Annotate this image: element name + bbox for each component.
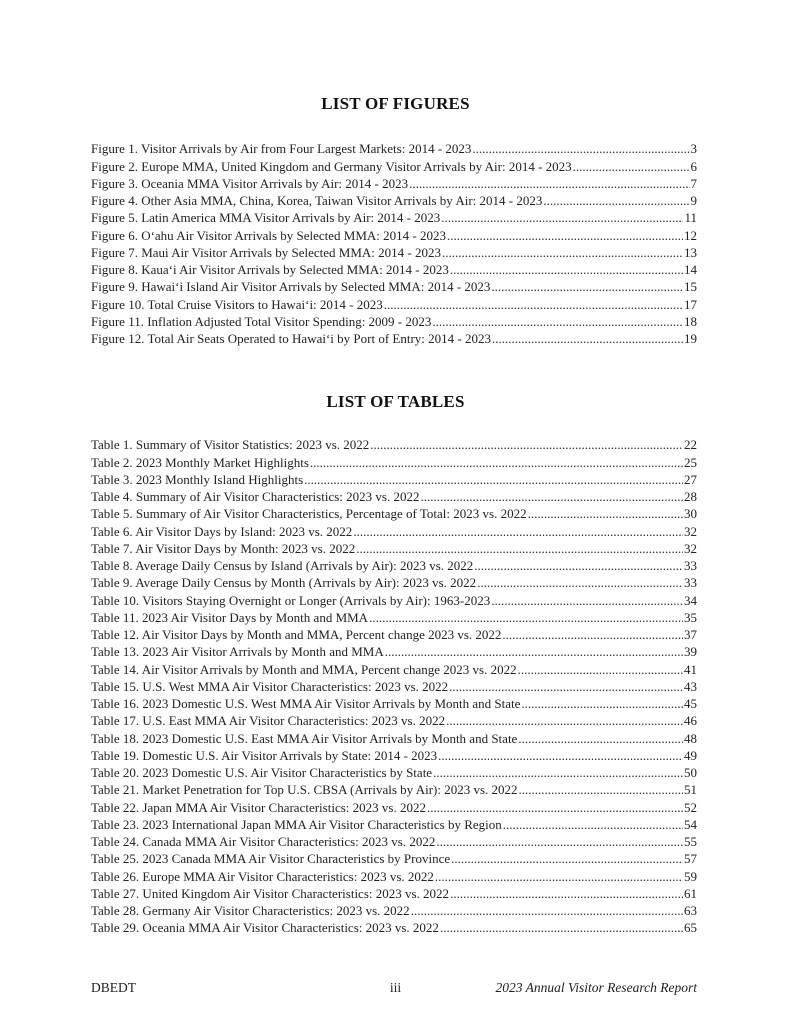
figure-entry[interactable] [91,330,697,347]
table-entry[interactable] [91,867,697,884]
table-entry-page: 45 [684,696,697,711]
table-entry-page: 48 [684,730,697,746]
dot-leader [521,695,683,712]
table-entry-page: 30 [684,506,697,522]
table-entry-page: 33 [684,575,697,591]
figure-entry-title: Figure 12. Total Air Seats Operated to Hawai‘i by Port of Entry: 2014 - 2023 [91,331,491,346]
table-entry[interactable] [91,471,697,488]
table-entry-page: 65 [684,920,697,936]
table-entry-page: 49 [684,747,697,763]
figure-entry[interactable] [91,157,697,174]
dot-leader [472,140,689,157]
dot-leader [411,902,683,919]
table-entry-title: Table 26. Europe MMA Air Visitor Characteristics: 2023 vs. 2022 [91,868,434,884]
table-entry-title: Table 6. Air Visitor Days by Island: 2023 vs. 2022 [91,523,353,539]
dot-leader [492,330,683,347]
dot-leader [451,850,683,867]
figure-entry[interactable] [91,278,697,295]
dot-leader [409,175,689,192]
figure-entry[interactable] [91,295,697,312]
dot-leader [436,833,683,850]
table-entry[interactable] [91,522,697,539]
table-entry[interactable] [91,712,697,729]
table-entry[interactable] [91,505,697,522]
table-entry-title: Table 29. Oceania MMA Air Visitor Characteristics: 2023 vs. 2022 [91,920,439,936]
table-entry-title: Table 14. Air Visitor Arrivals by Month and MMA, Percent change 2023 vs. 2022 [91,661,517,677]
table-entry[interactable] [91,902,697,919]
dot-leader [433,764,683,781]
table-entry-page: 33 [684,558,697,573]
table-entry[interactable] [91,764,697,781]
table-entry-title: Table 12. Air Visitor Days by Month and MMA, Percent change 2023 vs. 2022 [91,627,502,642]
dot-leader [356,540,683,557]
table-entry-page: 59 [684,868,697,884]
table-entry-title: Table 25. 2023 Canada MMA Air Visitor Characteristics by Province [91,851,451,867]
table-entry-page: 27 [684,471,697,487]
table-entry[interactable] [91,678,697,695]
table-entry-title: Table 13. 2023 Air Visitor Arrivals by Month and MMA [91,644,384,660]
table-entry[interactable] [91,591,697,608]
table-entry-title: Table 23. 2023 International Japan MMA Air Visitor Characteristics by Region [91,816,502,832]
figure-entry-title: Figure 9. Hawai‘i Island Air Visitor Arrivals by Selected MMA: 2014 - 2023 [91,279,491,295]
figure-entry-title: Figure 8. Kaua‘i Air Visitor Arrivals by Selected MMA: 2014 - 2023 [91,262,449,277]
table-entry-title: Table 7. Air Visitor Days by Month: 2023 vs. 2022 [91,540,356,556]
dot-leader [503,816,683,833]
figure-entry-page: 13 [684,244,697,260]
figure-entry-title: Figure 1. Visitor Arrivals by Air from Four Largest Markets: 2014 - 2023 [91,141,472,157]
table-entry-title: Table 2. 2023 Monthly Market Highlights [91,454,309,470]
dot-leader [518,661,683,678]
table-entry-page: 57 [684,851,697,867]
figure-entry[interactable] [91,313,697,330]
footer-report-title: 2023 Annual Visitor Research Report [495,980,697,995]
table-entry-title: Table 11. 2023 Air Visitor Days by Month and MMA [91,609,369,625]
table-entry[interactable] [91,609,697,626]
tables-list [91,436,697,936]
table-entry[interactable] [91,695,697,712]
table-entry-page: 34 [684,592,697,608]
table-entry-title: Table 9. Average Daily Census by Month (Arrivals by Air): 2023 vs. 2022 [91,575,477,591]
table-entry[interactable] [91,540,697,557]
tables-heading: LIST OF TABLES [326,392,465,411]
table-entry[interactable] [91,453,697,470]
dot-leader [420,488,683,505]
figure-entry-title: Figure 4. Other Asia MMA, China, Korea, Taiwan Visitor Arrivals by Air: 2014 - 2023 [91,193,543,208]
table-entry[interactable] [91,729,697,746]
table-entry[interactable] [91,557,697,574]
table-entry[interactable] [91,643,697,660]
dot-leader [438,747,683,764]
dot-leader [353,523,683,540]
figure-entry-page: 12 [684,227,697,243]
table-entry[interactable] [91,747,697,764]
dot-leader [384,296,683,313]
table-entry-page: 32 [684,540,697,556]
table-entry-page: 25 [684,454,697,470]
table-entry-page: 54 [684,816,697,832]
table-entry[interactable] [91,798,697,815]
table-entry-page: 46 [684,713,697,729]
figure-entry-title: Figure 2. Europe MMA, United Kingdom and Germany Visitor Arrivals by Air: 2014 - 2023 [91,158,572,174]
dot-leader [491,592,683,609]
figure-entry-title: Figure 6. O‘ahu Air Visitor Arrivals by Selected MMA: 2014 - 2023 [91,227,446,243]
dot-leader [370,436,683,453]
table-entry-page: 28 [684,489,697,504]
dot-leader [441,209,683,226]
figure-entry[interactable] [91,226,697,243]
table-entry-page: 32 [684,523,697,539]
table-entry-title: Table 18. 2023 Domestic U.S. East MMA Air Visitor Arrivals by Month and State [91,730,518,746]
table-entry-page: 51 [684,782,697,798]
table-entry-page: 50 [684,765,697,780]
table-entry-title: Table 8. Average Daily Census by Island (Arrivals by Air): 2023 vs. 2022 [91,558,474,573]
figure-entry-page: 3 [690,141,697,157]
figure-entry-page: 17 [684,296,697,312]
figure-entry[interactable] [91,175,697,192]
table-entry-page: 22 [684,437,697,453]
table-entry[interactable] [91,488,697,505]
table-entry[interactable] [91,833,697,850]
table-entry[interactable] [91,885,697,902]
table-entry-page: 61 [684,885,697,901]
figure-entry-title: Figure 11. Inflation Adjusted Total Visitor Spending: 2009 - 2023 [91,313,432,329]
figure-entry-page: 7 [690,175,697,191]
table-entry[interactable] [91,919,697,936]
dot-leader [385,643,683,660]
table-entry-page: 37 [684,627,697,642]
dot-leader [477,574,683,591]
figure-entry-title: Figure 5. Latin America MMA Visitor Arrivals by Air: 2014 - 2023 [91,210,441,226]
table-entry[interactable] [91,626,697,643]
table-entry-title: Table 22. Japan MMA Air Visitor Characteristics: 2023 vs. 2022 [91,799,426,815]
table-entry-title: Table 17. U.S. East MMA Air Visitor Characteristics: 2023 vs. 2022 [91,713,446,729]
dot-leader [440,919,683,936]
figure-entry-page: 6 [690,158,697,174]
figure-entry[interactable] [91,244,697,261]
dot-leader [310,454,683,471]
table-entry-page: 63 [684,903,697,918]
figure-entry-title: Figure 7. Maui Air Visitor Arrivals by Selected MMA: 2014 - 2023 [91,244,441,260]
table-entry-page: 35 [684,609,697,625]
figure-entry[interactable] [91,140,697,157]
dot-leader [519,781,683,798]
table-entry-title: Table 24. Canada MMA Air Visitor Characteristics: 2023 vs. 2022 [91,834,436,849]
table-entry-title: Table 28. Germany Air Visitor Characteristics: 2023 vs. 2022 [91,903,410,918]
table-entry-title: Table 21. Market Penetration for Top U.S. CBSA (Arrivals by Air): 2023 vs. 2022 [91,782,518,798]
dot-leader [528,505,683,522]
table-entry-title: Table 19. Domestic U.S. Air Visitor Arrivals by State: 2014 - 2023 [91,747,438,763]
table-entry-title: Table 5. Summary of Air Visitor Characteristics, Percentage of Total: 2023 vs. 2022 [91,506,527,522]
figure-entry-page: 14 [684,262,697,277]
dot-leader [446,712,683,729]
figure-entry-title: Figure 3. Oceania MMA Visitor Arrivals by Air: 2014 - 2023 [91,175,409,191]
table-entry[interactable] [91,574,697,591]
table-entry-title: Table 10. Visitors Staying Overnight or Longer (Arrivals by Air): 1963-2023 [91,592,491,608]
dot-leader [427,799,683,816]
table-entry[interactable] [91,436,697,453]
figure-entry-page: 19 [684,331,697,346]
figures-heading: LIST OF FIGURES [321,94,470,113]
table-entry-title: Table 16. 2023 Domestic U.S. West MMA Air Visitor Arrivals by Month and State [91,696,521,711]
table-entry-page: 41 [684,661,697,677]
table-entry-title: Table 1. Summary of Visitor Statistics: 2023 vs. 2022 [91,437,370,453]
dot-leader [450,885,683,902]
dot-leader [447,227,683,244]
table-entry[interactable] [91,850,697,867]
table-entry-page: 55 [684,834,697,849]
table-entry[interactable] [91,660,697,677]
footer-org: DBEDT [91,980,136,995]
figure-entry-title: Figure 10. Total Cruise Visitors to Hawai‘i: 2014 - 2023 [91,296,383,312]
table-entry-title: Table 15. U.S. West MMA Air Visitor Characteristics: 2023 vs. 2022 [91,678,449,694]
dot-leader [474,557,683,574]
dot-leader [369,609,683,626]
dot-leader [435,868,683,885]
table-entry-page: 52 [684,799,697,815]
dot-leader [573,158,690,175]
figure-entry[interactable] [91,261,697,278]
dot-leader [442,244,683,261]
table-entry[interactable] [91,816,697,833]
table-entry-page: 43 [684,678,697,694]
figures-list [91,140,697,347]
figure-entry-page: 15 [684,279,697,295]
table-entry-title: Table 27. United Kingdom Air Visitor Characteristics: 2023 vs. 2022 [91,885,450,901]
dot-leader [304,471,683,488]
table-entry-page: 39 [684,644,697,660]
dot-leader [432,313,683,330]
table-entry-title: Table 3. 2023 Monthly Island Highlights [91,471,304,487]
figure-entry-page: 9 [690,193,697,208]
footer-page-number: iii [389,980,402,995]
dot-leader [449,678,683,695]
figure-entry-page: 11 [684,210,697,226]
figure-entry[interactable] [91,209,697,226]
figure-entry-page: 18 [684,313,697,329]
dot-leader [502,626,683,643]
table-entry-title: Table 20. 2023 Domestic U.S. Air Visitor Characteristics by State [91,765,433,780]
dot-leader [518,730,683,747]
table-entry[interactable] [91,781,697,798]
figure-entry[interactable] [91,192,697,209]
dot-leader [450,261,683,278]
dot-leader [491,278,683,295]
dot-leader [543,192,689,209]
table-entry-title: Table 4. Summary of Air Visitor Characteristics: 2023 vs. 2022 [91,489,420,504]
